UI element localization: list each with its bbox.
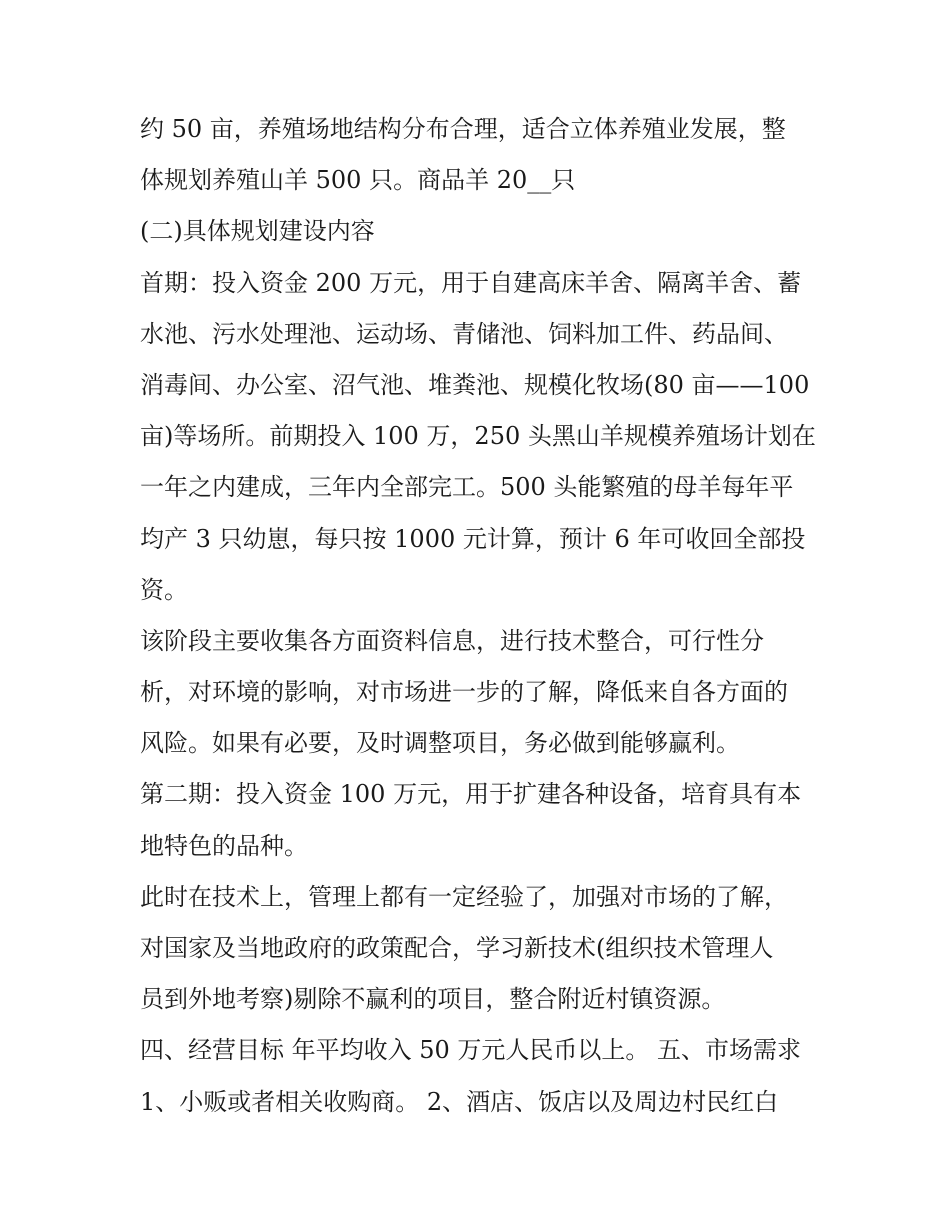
text-line: 首期：投入资金 200 万元，用于自建高床羊舍、隔离羊舍、蓄 <box>140 268 802 297</box>
text-line: 亩)等场所。前期投入 100 万，250 头黑山羊规模养殖场计划在 <box>140 422 816 451</box>
text-line: 风险。如果有必要，及时调整项目，务必做到能够赢利。 <box>140 729 740 758</box>
text-line: 四、经营目标 年平均收入 50 万元人民币以上。 五、市场需求 <box>140 1036 802 1065</box>
text-line: 约 50 亩，养殖场地结构分布合理，适合立体养殖业发展，整 <box>140 115 786 143</box>
text-line: 水池、污水处理池、运动场、青储池、饲料加工件、药品间、 <box>140 319 788 348</box>
text-line: 该阶段主要收集各方面资料信息，进行技术整合，可行性分 <box>140 626 764 655</box>
text-line: 资。 <box>140 575 188 604</box>
text-line: 地特色的品种。 <box>140 831 308 860</box>
text-line: 均产 3 只幼崽，每只按 1000 元计算，预计 6 年可收回全部投 <box>140 524 806 553</box>
text-line: 体规划养殖山羊 500 只。商品羊 20__只 <box>140 166 576 195</box>
text-line: 对国家及当地政府的政策配合，学习新技术(组织技术管理人 <box>140 934 774 962</box>
text-line: 一年之内建成，三年内全部完工。500 头能繁殖的母羊每年平 <box>140 473 794 502</box>
section-heading: (二)具体规划建设内容 <box>140 217 375 246</box>
text-line: 消毒间、办公室、沼气池、堆粪池、规模化牧场(80 亩——100 <box>140 370 810 399</box>
text-line: 析，对环境的影响，对市场进一步的了解，降低来自各方面的 <box>140 678 788 707</box>
text-line: 第二期：投入资金 100 万元，用于扩建各种设备，培育具有本 <box>140 780 802 809</box>
text-line: 员到外地考察)剔除不赢利的项目，整合附近村镇资源。 <box>140 985 726 1014</box>
text-line: 1、小贩或者相关收购商。 2、酒店、饭店以及周边村民红白 <box>140 1087 779 1116</box>
text-line: 此时在技术上，管理上都有一定经验了，加强对市场的了解， <box>140 882 788 911</box>
document-body <box>140 104 820 1128</box>
